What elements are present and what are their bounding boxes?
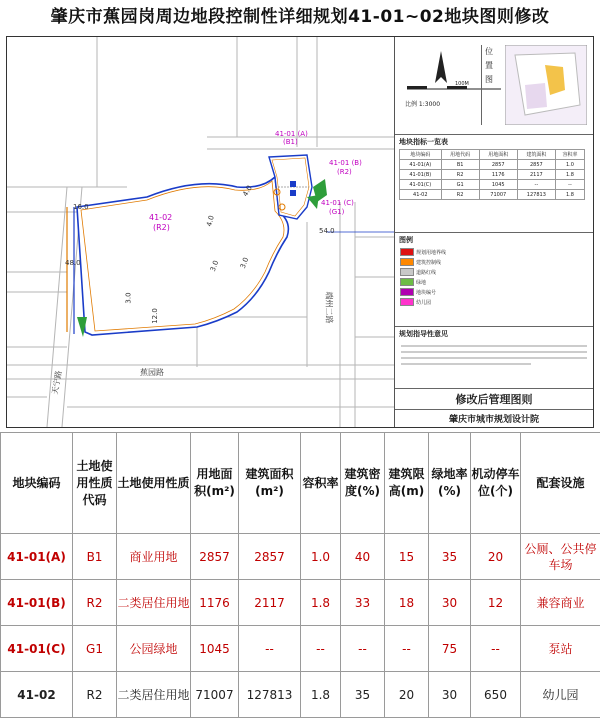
dim-54-0: 54.0	[319, 227, 335, 235]
mini-cell: 2857	[479, 160, 517, 170]
label-41-01-a: 41-01 (A)	[275, 130, 308, 138]
table-row	[1, 672, 600, 718]
mini-cell: 41-02	[400, 190, 442, 200]
label-41-02: 41-02	[149, 213, 172, 222]
dim-16-0: 16.0	[73, 203, 89, 211]
cell-parking: 12	[471, 580, 521, 626]
mini-cell: --	[555, 180, 584, 190]
cell-density: 40	[341, 534, 385, 580]
header-far: 容积率	[301, 433, 341, 534]
label-41-01-b-code: (R2)	[337, 168, 352, 176]
index-box	[395, 135, 593, 233]
cell-height: 20	[385, 672, 429, 718]
cell-far: 1.0	[301, 534, 341, 580]
cell-green: 35	[429, 534, 471, 580]
cell-use-code: R2	[73, 672, 117, 718]
cell-code: 41-01(C)	[1, 626, 73, 672]
cell-floor: 2857	[239, 534, 301, 580]
label-41-01-b: 41-01 (B)	[329, 159, 362, 167]
legend-item: 道路红线	[397, 267, 589, 277]
cell-use-code: R2	[73, 580, 117, 626]
cell-far: 1.8	[301, 672, 341, 718]
mini-cell: 1.8	[555, 190, 584, 200]
stamp-box	[395, 389, 593, 427]
mini-cell: 71007	[479, 190, 517, 200]
dim-3-0-c: 3.0	[125, 292, 133, 303]
road-jiaoyuan: 蕉园路	[140, 367, 164, 378]
header-density: 建筑密度(%)	[341, 433, 385, 534]
mini-cell: 1176	[479, 170, 517, 180]
legend-box	[395, 233, 593, 327]
table-row	[1, 626, 600, 672]
mini-cell: B1	[441, 160, 479, 170]
legend-item: 建筑控制线	[397, 257, 589, 267]
header-floor-area: 建筑面积(m²)	[239, 433, 301, 534]
cell-density: --	[341, 626, 385, 672]
header-use-code: 土地使用性质代码	[73, 433, 117, 534]
cell-floor: 2117	[239, 580, 301, 626]
legend-title: 图例	[399, 235, 413, 245]
header-height: 建筑限高(m)	[385, 433, 429, 534]
table-header-row	[1, 433, 600, 534]
cell-code: 41-01(A)	[1, 534, 73, 580]
scale-bar-end: 100M	[455, 81, 469, 87]
legend-item: 规划用地界线	[397, 247, 589, 257]
cell-floor: --	[239, 626, 301, 672]
mini-cell: 2857	[517, 160, 555, 170]
cell-height: 15	[385, 534, 429, 580]
cell-far: 1.8	[301, 580, 341, 626]
mini-cell: 127813	[517, 190, 555, 200]
cell-parking: --	[471, 626, 521, 672]
north-scale-box	[395, 37, 593, 135]
cell-green: 30	[429, 672, 471, 718]
cell-use: 商业用地	[117, 534, 191, 580]
institute-name: 肇庆市城市规划设计院	[395, 412, 593, 425]
dim-3-0-b: 3.0	[239, 256, 250, 269]
cell-green: 75	[429, 626, 471, 672]
dim-12-0: 12.0	[151, 308, 159, 324]
cell-height: --	[385, 626, 429, 672]
cell-parking: 650	[471, 672, 521, 718]
cell-facility: 泵站	[521, 626, 600, 672]
cell-facility: 兼容商业	[521, 580, 600, 626]
cell-use: 公园绿地	[117, 626, 191, 672]
header-parking: 机动停车位(个)	[471, 433, 521, 534]
road-east: 端州二路	[324, 292, 335, 324]
mini-cell: R2	[441, 190, 479, 200]
cell-code: 41-01(B)	[1, 580, 73, 626]
cell-height: 18	[385, 580, 429, 626]
mini-cell: 41-01(C)	[400, 180, 442, 190]
cell-green: 30	[429, 580, 471, 626]
revised-title: 修改后管理图则	[395, 391, 593, 407]
cell-area: 2857	[191, 534, 239, 580]
block-index-table	[0, 432, 600, 718]
mini-cell: 41-01(A)	[400, 160, 442, 170]
cell-density: 33	[341, 580, 385, 626]
info-panel	[395, 37, 593, 427]
location-label: 位置图	[481, 45, 496, 125]
cell-area: 1045	[191, 626, 239, 672]
mini-cell: --	[517, 180, 555, 190]
cell-use: 二类居住用地	[117, 672, 191, 718]
plan-sheet	[6, 36, 594, 428]
index-title: 地块指标一览表	[399, 137, 448, 147]
mini-h2: 用地面积	[479, 150, 517, 160]
legend-item: 地块编号	[397, 287, 589, 297]
block-table-area	[0, 432, 600, 712]
header-facility: 配套设施	[521, 433, 600, 534]
dim-4-0-b: 4.0	[241, 184, 253, 198]
mini-index-table	[399, 149, 585, 200]
mini-h1: 用地代码	[441, 150, 479, 160]
mini-cell: 1.8	[555, 170, 584, 180]
header-use: 土地使用性质	[117, 433, 191, 534]
label-41-01-c-code: (G1)	[329, 208, 344, 216]
page-title: 肇庆市蕉园岗周边地段控制性详细规划41-01~02地块图则修改	[0, 0, 600, 34]
guide-box	[395, 327, 593, 389]
legend-item: 幼儿园	[397, 297, 589, 307]
cell-floor: 127813	[239, 672, 301, 718]
label-41-01-c: 41-01 (C)	[321, 199, 354, 207]
guide-title: 规划指导性意见	[399, 329, 448, 339]
mini-cell: 1.0	[555, 160, 584, 170]
location-map	[505, 45, 587, 125]
header-green: 绿地率(%)	[429, 433, 471, 534]
cell-density: 35	[341, 672, 385, 718]
label-41-01-a-code: (B1)	[283, 138, 298, 146]
cell-parking: 20	[471, 534, 521, 580]
cell-area: 71007	[191, 672, 239, 718]
table-row	[1, 534, 600, 580]
scale-text: 比例 1:3000	[405, 99, 440, 108]
header-area: 用地面积(m²)	[191, 433, 239, 534]
header-code: 地块编码	[1, 433, 73, 534]
cell-use-code: G1	[73, 626, 117, 672]
mini-cell: 41-01(B)	[400, 170, 442, 180]
plan-map	[7, 37, 395, 427]
cell-code: 41-02	[1, 672, 73, 718]
mini-cell: 2117	[517, 170, 555, 180]
table-row	[1, 580, 600, 626]
mini-cell: G1	[441, 180, 479, 190]
mini-h4: 容积率	[555, 150, 584, 160]
label-41-02-code: (R2)	[153, 223, 170, 232]
cell-facility: 幼儿园	[521, 672, 600, 718]
cell-use-code: B1	[73, 534, 117, 580]
plan-map-drawing	[7, 37, 394, 427]
cell-area: 1176	[191, 580, 239, 626]
dim-3-0-a: 3.0	[209, 259, 220, 272]
dim-4-0-a: 4.0	[205, 215, 216, 228]
cell-use: 二类居住用地	[117, 580, 191, 626]
legend-item: 绿地	[397, 277, 589, 287]
road-tianning: 天宁路	[49, 370, 64, 396]
mini-cell: R2	[441, 170, 479, 180]
cell-facility: 公厕、公共停车场	[521, 534, 600, 580]
dim-48-0: 48.0	[65, 259, 81, 267]
mini-h0: 地块编码	[400, 150, 442, 160]
mini-cell: 1045	[479, 180, 517, 190]
mini-h3: 建筑面积	[517, 150, 555, 160]
cell-far: --	[301, 626, 341, 672]
